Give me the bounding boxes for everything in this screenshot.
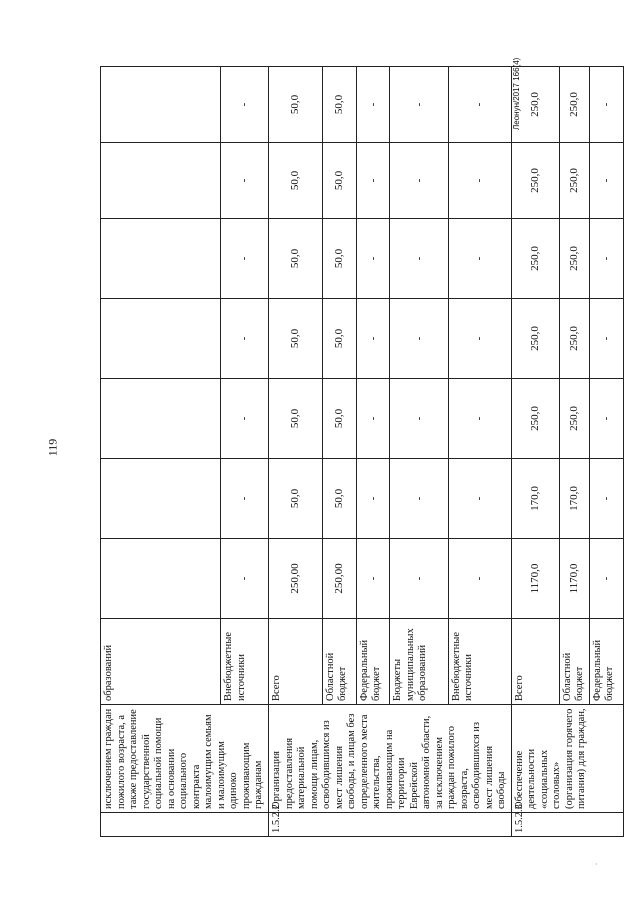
amount-cell: - [356,539,390,619]
funding-source: Федеральный бюджет [589,619,623,705]
amount-cell: - [448,379,511,459]
amount-cell: - [589,379,623,459]
amount-cell: 50,0 [269,299,323,379]
amount-cell [101,67,221,143]
amount-cell: - [356,459,390,539]
amount-cell: 50,0 [322,219,356,299]
amount-cell: - [390,67,448,143]
funding-source: Внебюджетные источники [221,619,269,705]
item-title: Обеспечение деятельности «социальных столовых» (организация горячего питания) для граждан, [511,705,623,813]
amount-cell: - [448,219,511,299]
amount-cell: - [221,379,269,459]
amount-cell [101,299,221,379]
amount-cell: - [221,539,269,619]
funding-source: Внебюджетные источники [448,619,511,705]
amount-cell: - [221,143,269,219]
amount-cell [101,143,221,219]
table-row [101,67,221,837]
amount-cell: 50,0 [269,219,323,299]
amount-cell: - [589,459,623,539]
amount-cell: - [356,299,390,379]
amount-cell: 1170,0 [559,539,589,619]
amount-cell: 50,0 [322,67,356,143]
table-row [511,67,559,837]
amount-cell: 250,0 [511,299,559,379]
amount-cell: 50,0 [269,143,323,219]
amount-cell: - [448,67,511,143]
amount-cell: - [221,219,269,299]
amount-cell: 50,0 [269,67,323,143]
amount-cell [101,379,221,459]
amount-cell: - [390,379,448,459]
amount-cell: 50,0 [269,459,323,539]
amount-cell: 170,0 [559,459,589,539]
amount-cell: - [390,459,448,539]
amount-cell: 250,00 [269,539,323,619]
funding-source: Областной бюджет [559,619,589,705]
amount-cell: 250,0 [559,67,589,143]
amount-cell [101,219,221,299]
amount-cell: 170,0 [511,459,559,539]
amount-cell: - [589,299,623,379]
amount-cell: - [448,459,511,539]
item-code: 1.5.2.3 [511,813,623,837]
amount-cell: 250,00 [322,539,356,619]
item-code [101,813,269,837]
amount-cell: 250,0 [559,219,589,299]
item-title: исключением граждан пожилого возраста, а также предоставление государственной социальной помощи на основании социального контракта малоимущим семьям и малоимущим одиноко проживающим гражданам [101,705,269,813]
funding-source: Всего [269,619,323,705]
amount-cell: - [390,539,448,619]
amount-cell: 50,0 [322,299,356,379]
amount-cell: - [356,219,390,299]
funding-source: Областной бюджет [322,619,356,705]
amount-cell: 250,0 [511,143,559,219]
item-code: 1.5.2.2 [269,813,512,837]
amount-cell: - [448,539,511,619]
scan-mark: · [595,860,598,869]
amount-cell: - [356,143,390,219]
amount-cell: 250,0 [559,299,589,379]
amount-cell: 1170,0 [511,539,559,619]
amount-cell: - [589,539,623,619]
amount-cell: - [589,219,623,299]
rotated-table-sheet [100,67,615,837]
footer-code: Леонун/2017 166(4) [512,57,521,130]
amount-cell: - [390,299,448,379]
amount-cell: 250,0 [559,143,589,219]
amount-cell: - [448,299,511,379]
amount-cell: 250,0 [511,67,559,143]
amount-cell: 50,0 [322,379,356,459]
amount-cell: - [589,67,623,143]
amount-cell: - [589,143,623,219]
amount-cell: 250,0 [559,379,589,459]
amount-cell: - [390,219,448,299]
amount-cell: - [221,459,269,539]
amount-cell: 50,0 [322,459,356,539]
amount-cell: - [448,143,511,219]
amount-cell: 50,0 [322,143,356,219]
amount-cell [101,459,221,539]
budget-table [100,66,624,837]
page-number: 119 [45,438,60,457]
amount-cell: 250,0 [511,379,559,459]
amount-cell [101,539,221,619]
funding-source: Федеральный бюджет [356,619,390,705]
table-row [269,67,323,837]
amount-cell: - [356,379,390,459]
funding-source: Всего [511,619,559,705]
amount-cell: - [390,143,448,219]
amount-cell: - [356,67,390,143]
amount-cell: 50,0 [269,379,323,459]
amount-cell: - [221,67,269,143]
amount-cell: 250,0 [511,219,559,299]
item-title: Организация предоставления материальной помощи лицам, освободившимся из мест лишения свободы, и лицам без определенного места жительства, проживающим на территории Еврейской автономной области, за исключением граждан пожилого возраста, освободившихся из мест лишения свободы [269,705,512,813]
funding-source: образований [101,619,221,705]
amount-cell: - [221,299,269,379]
funding-source: Бюджеты муниципальных образований [390,619,448,705]
